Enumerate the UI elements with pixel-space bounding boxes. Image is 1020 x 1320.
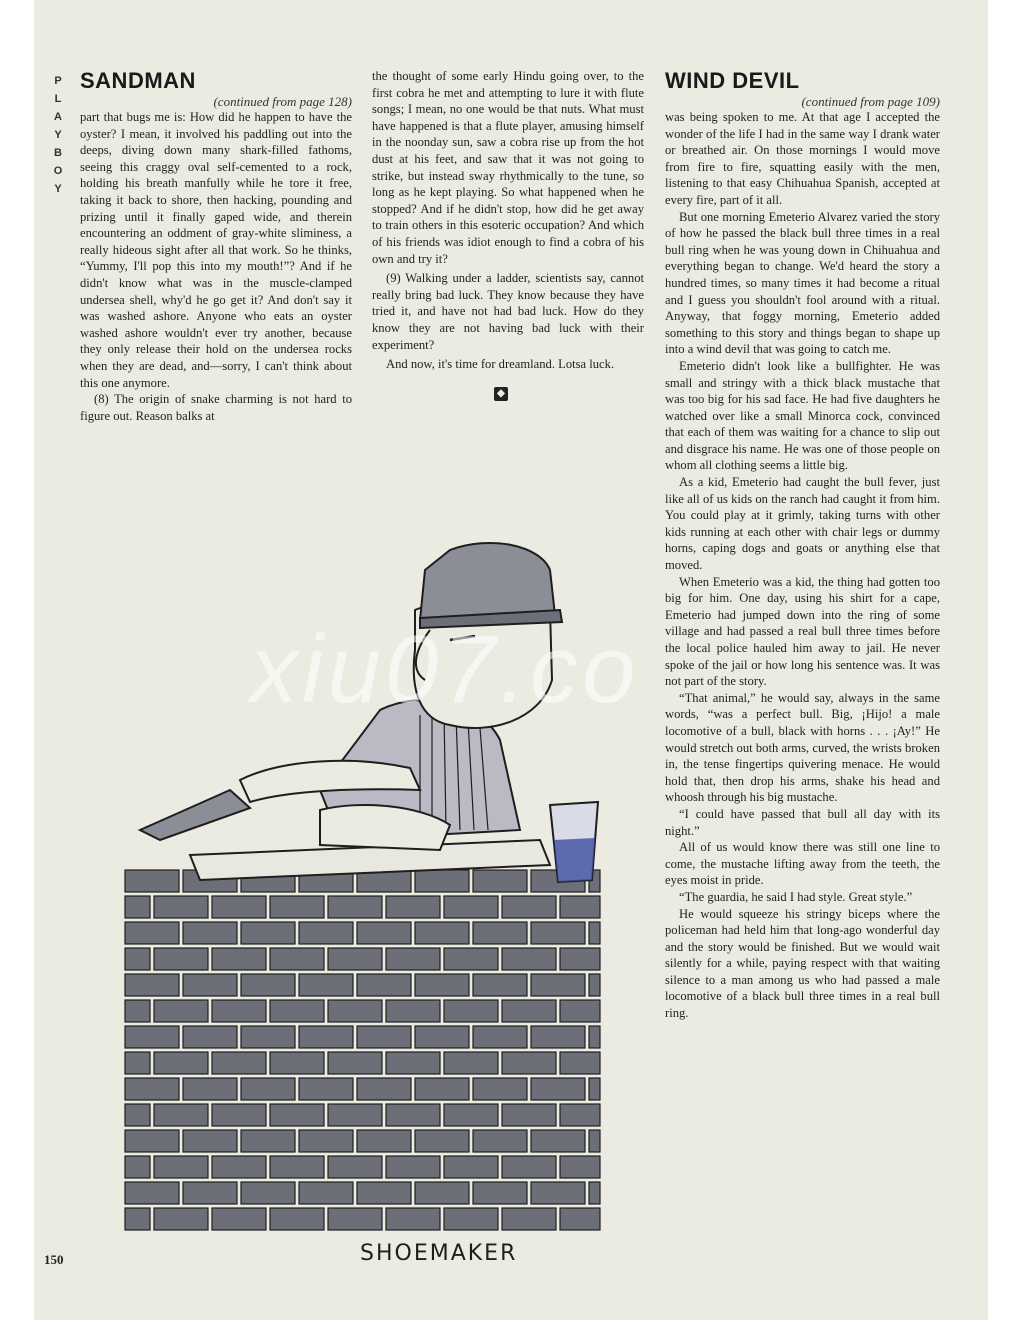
brick	[386, 948, 440, 970]
brick	[328, 948, 382, 970]
brick	[241, 974, 295, 996]
brick	[154, 1000, 208, 1022]
brick	[328, 1052, 382, 1074]
brick	[502, 1000, 556, 1022]
wind-devil-paragraph: Emeterio didn't look like a bullfighter. He was small and stringy with a thick black mustache that was too big for his sad face. He had five daughters he watched over like a small Minorca cock, convinced that each of them was waiting for a chance to slip out and disgrace his name. He was one of those people on whom all clothing seems a little big.	[665, 358, 940, 473]
wind-devil-paragraph: He would squeeze his stringy biceps where the policeman had held him that long-ago wonderful day and the story would be finished. But we would wait silently for a while, paying respect with that waiting silence to a man among us who had passed a male locomotive of a black bull three times in a real bull ring.	[665, 906, 940, 1021]
brick	[560, 948, 600, 970]
brick	[299, 922, 353, 944]
spine-letter: A	[54, 111, 62, 123]
brick	[386, 1052, 440, 1074]
brick	[299, 1130, 353, 1152]
brick	[444, 1208, 498, 1230]
brick	[125, 1000, 150, 1022]
brick	[125, 1182, 179, 1204]
brick	[589, 922, 600, 944]
brick	[125, 922, 179, 944]
brick	[125, 1078, 179, 1100]
brick	[328, 1104, 382, 1126]
brick	[386, 1000, 440, 1022]
brick	[415, 1182, 469, 1204]
brick	[125, 870, 179, 892]
brick	[473, 974, 527, 996]
brick	[125, 974, 179, 996]
brick	[531, 1026, 585, 1048]
brick	[125, 1130, 179, 1152]
brick	[328, 1000, 382, 1022]
brick	[357, 1026, 411, 1048]
brick	[241, 922, 295, 944]
brick	[589, 1078, 600, 1100]
brick	[299, 1078, 353, 1100]
brick	[241, 1078, 295, 1100]
wind-devil-column	[665, 68, 940, 1022]
brick	[154, 1208, 208, 1230]
brick	[415, 1026, 469, 1048]
brick	[589, 1130, 600, 1152]
brick	[473, 922, 527, 944]
brick	[502, 1052, 556, 1074]
brick	[386, 896, 440, 918]
brick	[270, 1156, 324, 1178]
spine-letter: Y	[54, 183, 62, 195]
page-number: 150	[44, 1252, 64, 1267]
brick	[589, 1182, 600, 1204]
spine-letter: O	[53, 165, 63, 177]
wind-devil-paragraph: “That animal,” he would say, always in the same words, “was a perfect bull. Big, ¡Hijo! a male locomotive of a bull, black with horns . . . ¡Ay!” He would stretch out both arms, curved, the wrists broken in, the tense fingertips quivering menace. He would hold that, then drop his arms, shake his head and whoosh through his big mustache.	[665, 690, 940, 805]
brick	[183, 1078, 237, 1100]
brick	[299, 974, 353, 996]
brick	[183, 1026, 237, 1048]
worker-cap	[420, 543, 555, 620]
brick	[357, 1078, 411, 1100]
playboy-bunny-end-mark-icon: ◆	[494, 387, 508, 401]
brick	[299, 1182, 353, 1204]
brick	[415, 870, 469, 892]
brick	[328, 1208, 382, 1230]
brick	[154, 1052, 208, 1074]
brick	[299, 1026, 353, 1048]
brick	[212, 896, 266, 918]
wind-devil-title: WIND DEVIL	[665, 68, 800, 93]
brick	[270, 1000, 324, 1022]
brick	[531, 974, 585, 996]
brick	[473, 870, 527, 892]
brick	[589, 974, 600, 996]
spine-letter: L	[54, 93, 62, 105]
brick	[270, 1052, 324, 1074]
brick	[125, 1052, 150, 1074]
brick	[589, 1026, 600, 1048]
brick	[125, 1026, 179, 1048]
brick	[154, 896, 208, 918]
brick	[154, 1104, 208, 1126]
brick	[386, 1156, 440, 1178]
brick	[212, 1000, 266, 1022]
wind-devil-paragraph: “The guardia, he said I had style. Great style.”	[679, 889, 913, 904]
trowel-icon	[140, 790, 250, 840]
brick	[212, 948, 266, 970]
sandman-continued-note: (continued from page 128)	[213, 94, 352, 109]
brick	[212, 1208, 266, 1230]
brick	[357, 1182, 411, 1204]
brick	[502, 948, 556, 970]
brick	[125, 1104, 150, 1126]
brick	[473, 1182, 527, 1204]
brick	[183, 922, 237, 944]
brick	[531, 1078, 585, 1100]
sandman-paragraph: (9) Walking under a ladder, scientists say, cannot really bring bad luck. They know because they have tried it, and have not had bad luck. How do they know they are not having bad luck with their experiment?	[372, 271, 644, 352]
brick	[531, 1130, 585, 1152]
brick	[154, 1156, 208, 1178]
brick	[444, 948, 498, 970]
brick	[154, 948, 208, 970]
brick	[125, 896, 150, 918]
magazine-spine-label	[48, 72, 68, 198]
brick	[357, 1130, 411, 1152]
wind-devil-paragraph: was being spoken to me. At that age I accepted the wonder of the life I had in the same way I drank water or breathed air. On those mornings I would move from fire to fire, squatting easily with the men, listening to that easy Chihuahua Spanish, accepted at every fire, part of it all.	[665, 110, 940, 207]
brick	[328, 896, 382, 918]
wind-devil-continued-note: (continued from page 109)	[801, 94, 940, 109]
spine-letter: Y	[54, 129, 62, 141]
brick	[415, 922, 469, 944]
wind-devil-paragraph: When Emeterio was a kid, the thing had gotten too big for him. One day, using his shirt for a cape, Emeterio had jumped down into the ring of some village and had passed a real bull three times before the local police hauled him away to jail. He never spoke of the jail or how long his sentence was. It was not part of the story.	[665, 574, 940, 689]
brick	[241, 1130, 295, 1152]
wind-devil-paragraph: But one morning Emeterio Alvarez varied the story of how he passed the black bull three times in a real bull ring when he was young down in Chihuahua and everything began to change. We'd heard the story a hundred times, so many times it had become a ritual and I guess you shouldn't fool around with a ritual. Anyway, that foggy morning, Emeterio added something to this story and things began to shape up into a wind devil that was going to catch me.	[665, 209, 940, 357]
sandman-column-2	[372, 68, 644, 401]
wind-devil-paragraph: All of us would know there was still one line to come, the mustache lifting away from the teeth, the eyes moist in pride.	[665, 840, 940, 888]
brick	[502, 1104, 556, 1126]
spine-letter: P	[54, 75, 62, 87]
brick	[183, 1130, 237, 1152]
brick	[270, 948, 324, 970]
brick	[415, 1078, 469, 1100]
brick	[270, 896, 324, 918]
brick	[125, 1156, 150, 1178]
brick	[212, 1052, 266, 1074]
sandman-title: SANDMAN	[80, 68, 196, 93]
brick	[444, 1156, 498, 1178]
brick	[531, 1182, 585, 1204]
brick	[473, 1078, 527, 1100]
brick	[415, 1130, 469, 1152]
sandman-column-1	[80, 68, 352, 424]
brick	[444, 1104, 498, 1126]
brick	[531, 922, 585, 944]
brick	[473, 1026, 527, 1048]
brick	[560, 1000, 600, 1022]
brick	[560, 1052, 600, 1074]
brick	[386, 1104, 440, 1126]
brick	[386, 1208, 440, 1230]
brick	[560, 896, 600, 918]
brick	[328, 1156, 382, 1178]
spine-letter: B	[54, 147, 62, 159]
wind-devil-paragraph: As a kid, Emeterio had caught the bull fever, just like all of us kids on the ranch had caught it from him. You could play at it grimly, taking turns with other kids running at each other with chair legs or dummy horns, caping dogs and goats or anything else that moved.	[665, 475, 940, 573]
brick	[212, 1104, 266, 1126]
brick	[357, 974, 411, 996]
brick	[183, 1182, 237, 1204]
brick	[444, 1000, 498, 1022]
brick	[357, 922, 411, 944]
brick	[502, 1156, 556, 1178]
brick	[560, 1156, 600, 1178]
brick	[241, 1026, 295, 1048]
brick	[183, 974, 237, 996]
brick	[502, 896, 556, 918]
brick	[560, 1208, 600, 1230]
bricklayer-cartoon-illustration	[120, 540, 650, 1280]
brick-wall	[125, 870, 600, 1230]
brick	[270, 1208, 324, 1230]
brick	[125, 948, 150, 970]
sandman-paragraph: the thought of some early Hindu going over, to the first cobra he met and attempting to lure it with flute songs; I mean, no one would be that nuts. What must have happened is that a flute player, amusing himself in the noonday sun, saw a cobra rise up from the hot dust at his feet, and saw that it was not going to strike, but instead sway rhythmically to the tune, so long as he kept playing. So what happened when he stopped? And if he didn't stop, how did he get away to train others in this esoteric occupation? And which of his friends was idiot enough to find a cobra of his own and try it?	[372, 69, 644, 266]
brick	[415, 974, 469, 996]
sandman-paragraph: (8) The origin of snake charming is not hard to figure out. Reason balks at	[80, 392, 352, 423]
brick	[125, 1208, 150, 1230]
glass-water	[554, 838, 595, 882]
wind-devil-paragraph: “I could have passed that bull all day with its night.”	[665, 806, 940, 838]
sandman-paragraph: And now, it's time for dreamland. Lotsa luck.	[386, 357, 615, 372]
sandman-paragraph: part that bugs me is: How did he happen to have the oyster? I mean, it involved his paddling out into the deeps, diving down many shark-filled fathoms, seeing this craggy oval self-cemented to a rock, holding his breath manfully while he tore it free, taking it back to shore, then hacking, pounding and prizing until it finally gaped wide, and therein encountering an oddment of gray-white sliminess, a really hideous sight after all that work. So he thinks, “Yummy, I'll pop this into my mouth!”? And if he didn't know what was in the muscle-clamped undersea shell, why'd he go get it? And don't say it was washed ashore. Anyone who eats an oyster washed ashore wouldn't ever try another, because they only release their hold on the undersea rocks when they are dead, and—sorry, I can't think about this one anymore.	[80, 110, 352, 390]
brick	[241, 1182, 295, 1204]
watermark-text: xiu07.co	[250, 616, 640, 723]
artist-signature: SHOEMAKER	[360, 1241, 518, 1266]
brick	[502, 1208, 556, 1230]
brick	[444, 1052, 498, 1074]
brick	[444, 896, 498, 918]
brick	[212, 1156, 266, 1178]
brick	[270, 1104, 324, 1126]
brick	[560, 1104, 600, 1126]
brick	[473, 1130, 527, 1152]
